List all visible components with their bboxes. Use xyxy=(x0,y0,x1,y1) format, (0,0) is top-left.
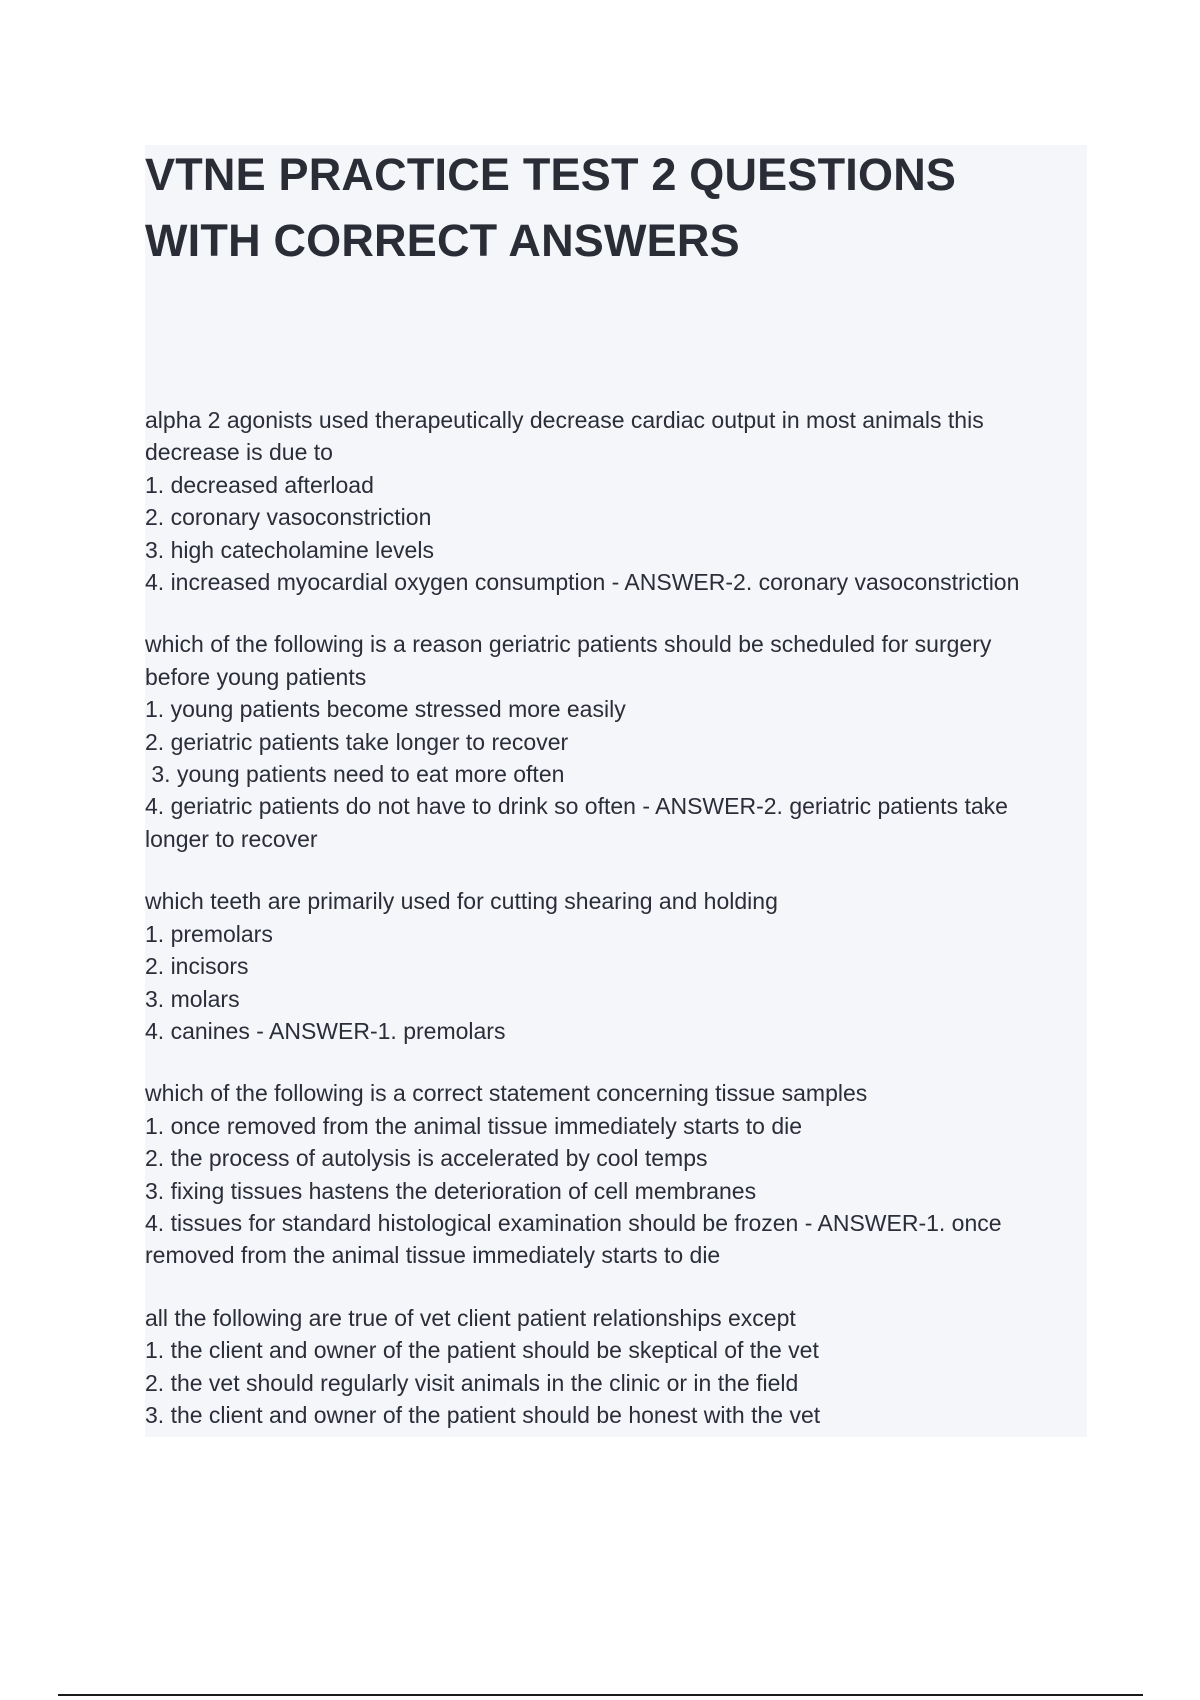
question-list xyxy=(145,404,1085,1461)
title-line-2: WITH CORRECT ANSWERS xyxy=(145,215,740,266)
question-line: 3. young patients need to eat more often xyxy=(145,761,565,788)
question-line: 4. increased myocardial oxygen consumption - ANSWER-2. coronary vasoconstriction xyxy=(145,569,1020,596)
question-line: longer to recover xyxy=(145,825,318,852)
question-text-line: alpha 2 agonists used therapeutically decrease cardiac output in most animals this xyxy=(145,407,984,433)
question-line: 4. tissues for standard histological examination should be frozen - ANSWER-1. once xyxy=(145,1209,1002,1236)
question-text-line: all the following are true of vet client patient relationships except xyxy=(145,1304,796,1331)
question-line: 2. the process of autolysis is accelerated by cool temps xyxy=(145,1145,708,1172)
question-line: 2. geriatric patients take longer to recover xyxy=(145,728,569,755)
question-line: 1. the client and owner of the patient should be skeptical of the vet xyxy=(145,1337,819,1364)
question-line: 3. high catecholamine levels xyxy=(145,536,434,563)
question-block xyxy=(145,1302,1085,1432)
question-line: 3. the client and owner of the patient should be honest with the vet xyxy=(145,1401,821,1428)
question-text-line: which of the following is a reason geriatric patients should be scheduled for surgery xyxy=(145,631,992,658)
question-block xyxy=(145,628,1085,855)
question-line: removed from the animal tissue immediately starts to die xyxy=(145,1242,721,1269)
question-line: decrease is due to xyxy=(145,439,333,466)
question-line: 1. once removed from the animal tissue immediately starts to die xyxy=(145,1112,803,1139)
question-text-line: which teeth are primarily used for cutting shearing and holding xyxy=(145,888,778,915)
question-line: 1. young patients become stressed more easily xyxy=(145,696,626,723)
question-line: 1. premolars xyxy=(145,920,273,947)
title-line-1: VTNE PRACTICE TEST 2 QUESTIONS xyxy=(145,149,957,200)
page-title xyxy=(145,142,1085,274)
question-block xyxy=(145,1077,1085,1271)
question-line: 2. coronary vasoconstriction xyxy=(145,504,432,531)
question-text-line: which of the following is a correct statement concerning tissue samples xyxy=(145,1080,868,1107)
question-block xyxy=(145,404,1085,598)
question-line: 3. molars xyxy=(145,985,240,1012)
question-line: 4. canines - ANSWER-1. premolars xyxy=(145,1017,506,1044)
question-line: 3. fixing tissues hastens the deterioration of cell membranes xyxy=(145,1177,757,1204)
question-line: 2. the vet should regularly visit animals in the clinic or in the field xyxy=(145,1369,799,1396)
question-line: before young patients xyxy=(145,663,367,690)
question-line: 4. geriatric patients do not have to drink so often - ANSWER-2. geriatric patients take xyxy=(145,793,1008,820)
question-block xyxy=(145,885,1085,1047)
footer-divider xyxy=(58,1694,1143,1696)
question-line: 2. incisors xyxy=(145,953,249,980)
question-line: 1. decreased afterload xyxy=(145,471,374,498)
